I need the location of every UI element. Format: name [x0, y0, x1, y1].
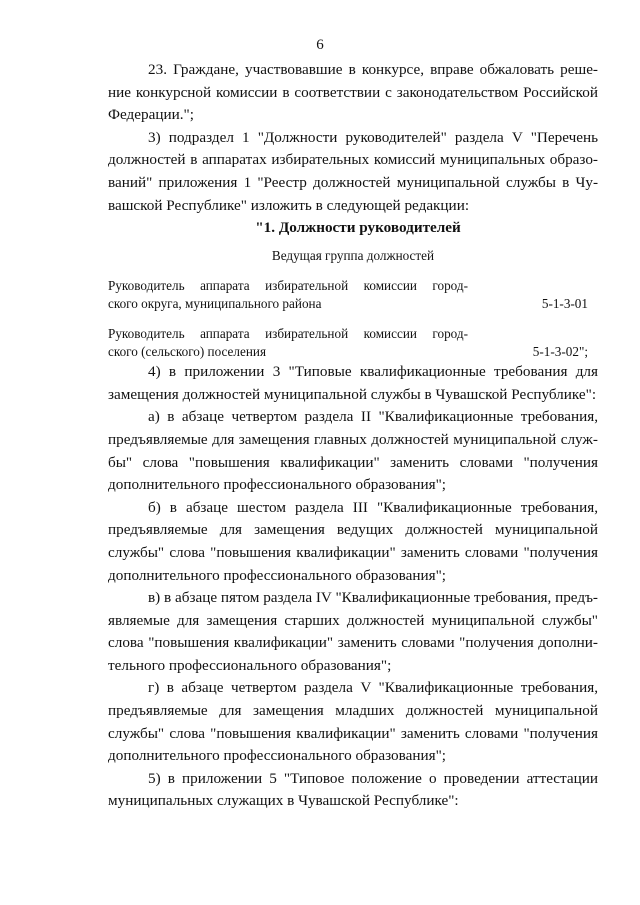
position-name-line: ского (сельского) поселения [108, 344, 267, 360]
text-line: слова "повышения квалификации" заменить словами "получения дополни- [108, 634, 598, 652]
text-line: бы" слова "повышения квалификации" заменить словами "получения [108, 453, 598, 471]
text-line: должностей в аппаратах избирательных комиссий муниципальных образо- [108, 151, 598, 169]
text-line: вашской Республике" изложить в следующей редакции: [108, 196, 470, 214]
group-title: Ведущая группа должностей [271, 248, 435, 264]
text-line: 4) в приложении 3 "Типовые квалификационные требования для [148, 363, 598, 381]
text-line: а) в абзаце четвертом раздела II "Квалификационные требования, [148, 408, 598, 426]
text-line: дополнительного профессионального образования"; [108, 747, 447, 765]
text-line: предъявляемые для замещения ведущих должностей муниципальной [108, 521, 598, 539]
position-entry [108, 277, 598, 313]
text-line: 3) подраздел 1 "Должности руководителей" раздела V "Перечень [148, 128, 598, 146]
text-line: муниципальных служащих в Чувашской Республике": [108, 792, 459, 810]
position-entry [108, 325, 598, 361]
section-title: "1. Должности руководителей [255, 219, 461, 237]
text-line: 5) в приложении 5 "Типовое положение о проведении аттестации [148, 769, 598, 787]
text-line: предъявляемые для замещения главных должностей муниципальной служ- [108, 430, 598, 448]
position-code: 5-1-3-01 [541, 296, 588, 312]
text-line: службы" слова "повышения квалификации" заменить словами "получения [108, 724, 598, 742]
text-line: дополнительного профессионального образования"; [108, 476, 447, 494]
position-name-line: Руководитель аппарата избирательной комиссии город- [108, 278, 468, 294]
text-line: замещения должностей муниципальной службы в Чувашской Республике": [108, 385, 597, 403]
text-line: Федерации."; [108, 106, 194, 124]
text-line: службы" слова "повышения квалификации" заменить словами "получения [108, 543, 598, 561]
text-line: ваний" приложения 1 "Реестр должностей муниципальной службы в Чу- [108, 173, 598, 191]
text-line: в) в абзаце пятом раздела IV "Квалификационные требования, предъ- [148, 589, 598, 607]
text-line: тельного профессионального образования"; [108, 656, 392, 674]
paragraph-item-3 [108, 127, 598, 217]
text-line: 23. Граждане, участвовавшие в конкурсе, вправе обжаловать реше- [148, 61, 598, 78]
text-line: г) в абзаце четвертом раздела V "Квалификационные требования, [148, 679, 598, 697]
page-number: 6 [316, 37, 324, 53]
position-name-line: Руководитель аппарата избирательной комиссии город- [108, 326, 468, 342]
text-line: ние конкурсной комиссии в соответствии с законодательством Российской [108, 83, 598, 101]
text-line: предъявляемые для замещения младших должностей муниципальной [108, 702, 598, 720]
position-code: 5-1-3-02"; [532, 344, 588, 360]
paragraph-item-5 [108, 768, 598, 813]
document-body [108, 59, 598, 813]
position-name-line: ского округа, муниципального района [108, 296, 322, 312]
paragraph-item-4 [108, 361, 598, 406]
text-line: являемые для замещения старших должностей муниципальной службы" [108, 611, 598, 629]
text-line: б) в абзаце шестом раздела III "Квалификационные требования, [148, 498, 598, 516]
paragraph-item-4a [108, 406, 598, 496]
paragraph-item-4g [108, 677, 598, 767]
paragraph-item-4v [108, 587, 598, 677]
paragraph-item-23 [108, 59, 598, 127]
paragraph-item-4b [108, 497, 598, 587]
text-line: дополнительного профессионального образования"; [108, 566, 447, 584]
